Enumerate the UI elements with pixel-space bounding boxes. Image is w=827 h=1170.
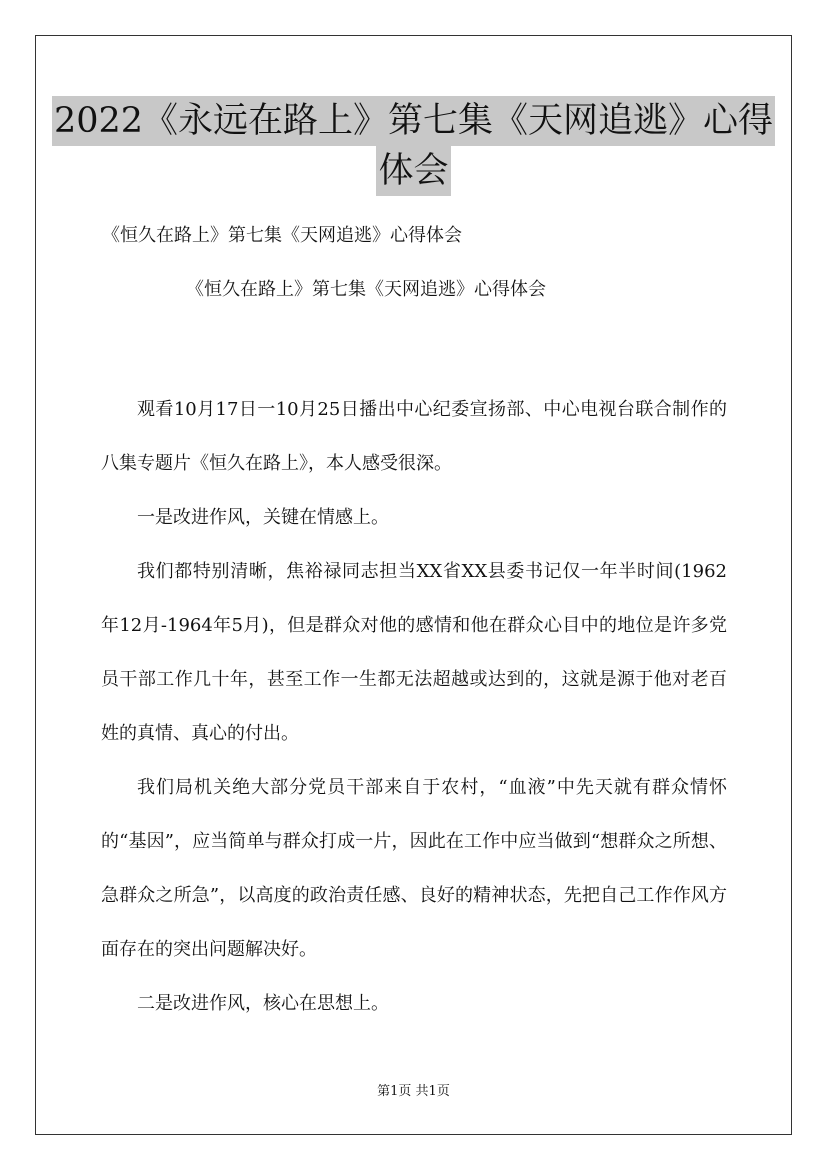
title-line-1: 2022《永远在路上》第七集《天网追逃》心得 — [52, 96, 775, 146]
paragraph-cadres: 我们局机关绝大部分党员干部来自于农村，“血液”中先天就有群众情怀的“基因”，应当简单与群众打成一片，因此在工作中应当做到“想群众之所想、急群众之所急”，以高度的政治责任感、良好的精神状态，先把自己工作作风方面存在的突出问题解决好。 — [101, 777, 727, 960]
subtitle-second: 《恒久在路上》第七集《天网追逃》心得体会 — [186, 279, 546, 300]
paragraph-point-one: 一是改进作风，关键在情感上。 — [137, 507, 389, 528]
paragraph-jiao-yulu: 我们都特别清晰，焦裕禄同志担当XX省XX县委书记仅一年半时间(1962年12月-1964年5月)，但是群众对他的感情和他在群众心目中的地位是许多党员干部工作几十年，甚至工作一生都无法超越或达到的，这就是源于他对老百姓的真情、真心的付出。 — [101, 561, 727, 744]
document-body — [101, 383, 727, 1031]
page-footer: 第1页 共1页 — [377, 1084, 450, 1099]
document-title — [40, 96, 787, 196]
title-line-2: 体会 — [376, 146, 450, 196]
paragraph-intro: 观看10月17日一10月25日播出中心纪委宣扬部、中心电视台联合制作的八集专题片《恒久在路上》，本人感受很深。 — [101, 399, 727, 474]
subtitle-first: 《恒久在路上》第七集《天网追逃》心得体会 — [102, 225, 462, 246]
paragraph-point-two: 二是改进作风，核心在思想上。 — [137, 993, 389, 1014]
